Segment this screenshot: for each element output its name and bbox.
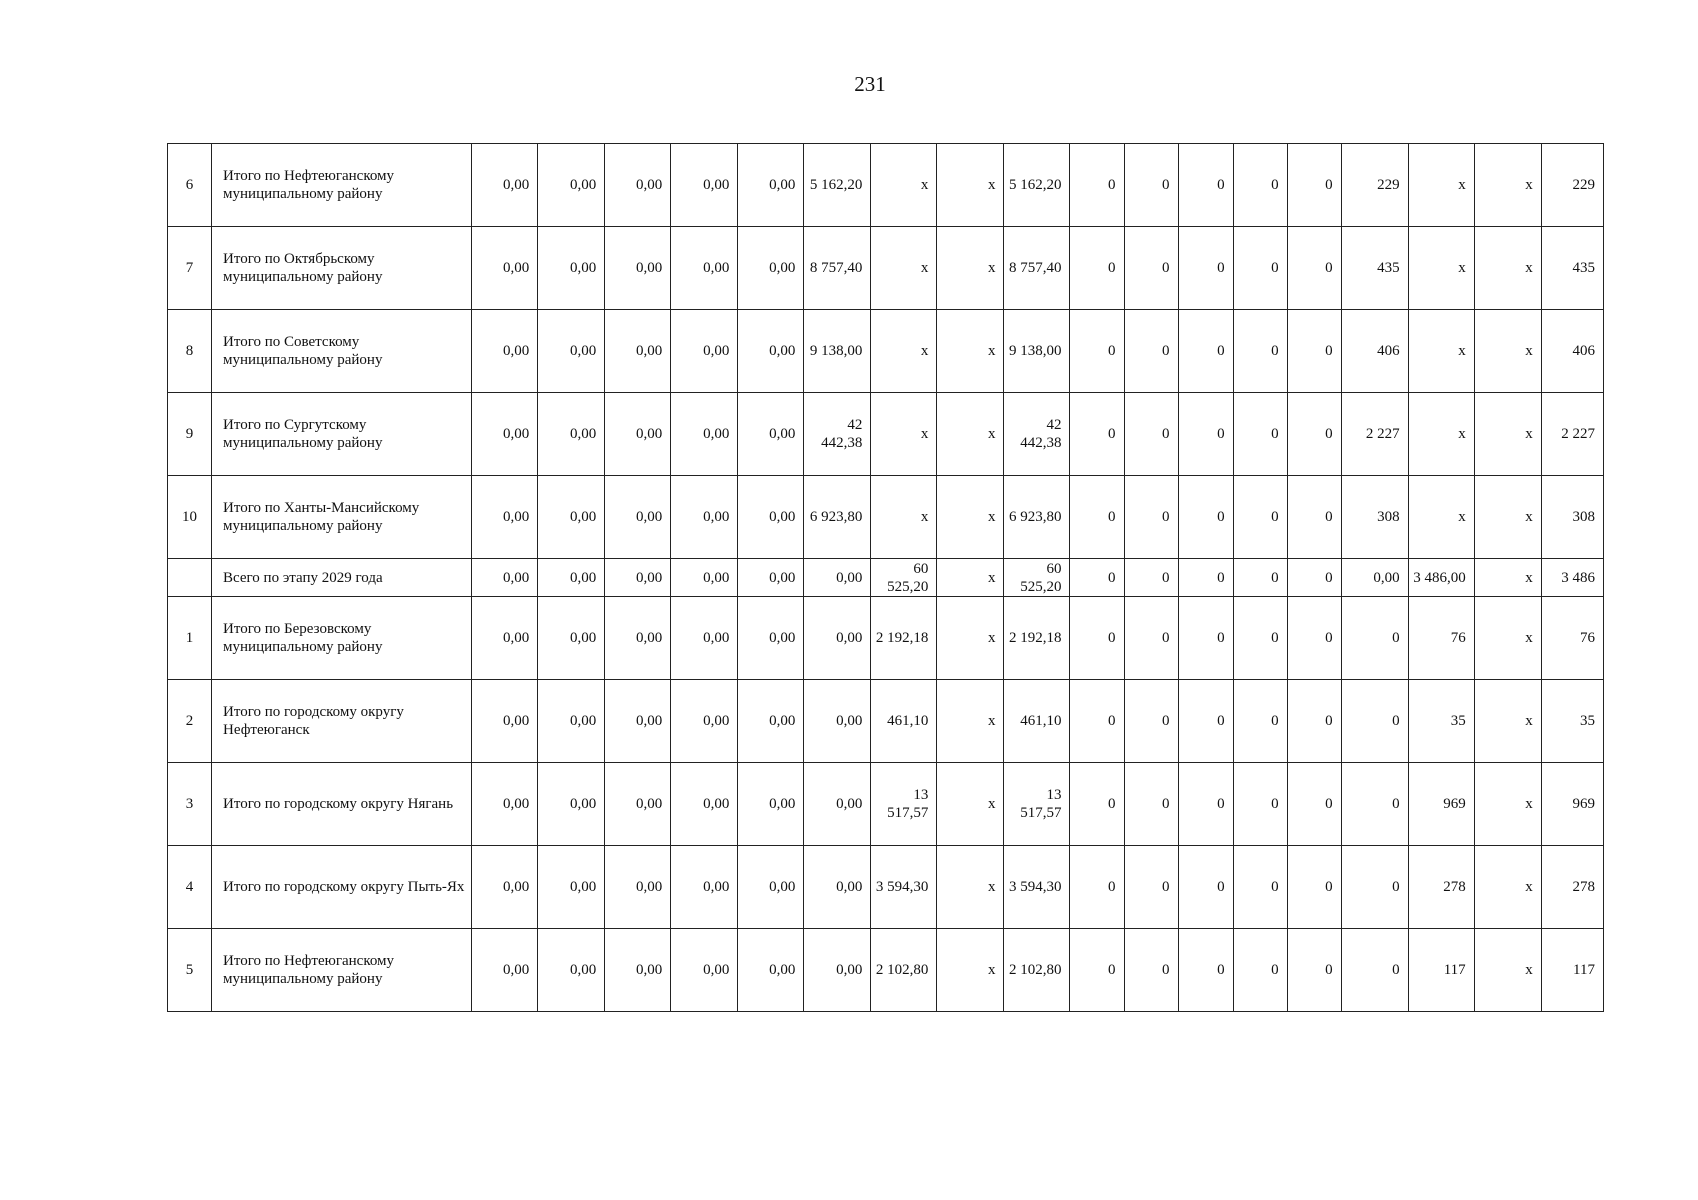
value-cell: 0,00: [671, 597, 738, 680]
value-cell: 2 102,80: [1004, 929, 1070, 1012]
value-cell: 0: [1178, 680, 1233, 763]
value-cell: 0: [1070, 476, 1124, 559]
value-cell: 0: [1233, 846, 1287, 929]
value-cell: 461,10: [1004, 680, 1070, 763]
value-cell: 0,00: [605, 559, 671, 597]
value-cell: 0,00: [538, 227, 605, 310]
value-cell: 278: [1408, 846, 1474, 929]
value-cell: 406: [1341, 310, 1408, 393]
value-cell: 2 102,80: [871, 929, 937, 1012]
value-cell: 0,00: [671, 310, 738, 393]
value-cell: 0: [1070, 144, 1124, 227]
value-cell: 0,00: [671, 559, 738, 597]
value-cell: 0,00: [605, 393, 671, 476]
value-cell: 0: [1233, 597, 1287, 680]
value-cell: 308: [1341, 476, 1408, 559]
value-cell: 0,00: [538, 846, 605, 929]
value-cell: 0,00: [605, 680, 671, 763]
row-name-cell: Итого по городскому округу Пыть-Ях: [212, 846, 472, 929]
value-cell: 8 757,40: [1004, 227, 1070, 310]
value-cell: 0,00: [1341, 559, 1408, 597]
value-cell: 0: [1287, 763, 1341, 846]
value-cell: 0: [1287, 929, 1341, 1012]
value-cell: 0: [1178, 846, 1233, 929]
value-cell: 0: [1070, 393, 1124, 476]
value-cell: 0,00: [671, 227, 738, 310]
value-cell: 461,10: [871, 680, 937, 763]
value-cell: 0: [1124, 763, 1178, 846]
value-cell: 0: [1178, 144, 1233, 227]
value-cell: 0: [1287, 680, 1341, 763]
row-name-cell: Итого по Ханты-Мансийскому муниципальному району: [212, 476, 472, 559]
value-cell: 6 923,80: [1004, 476, 1070, 559]
value-cell: 9 138,00: [804, 310, 871, 393]
value-cell: 0,00: [605, 144, 671, 227]
value-cell: 0,00: [671, 929, 738, 1012]
row-number-cell: 8: [168, 310, 212, 393]
value-cell: 0: [1178, 476, 1233, 559]
value-cell: x: [871, 393, 937, 476]
value-cell: 0: [1287, 310, 1341, 393]
value-cell: 0,00: [605, 846, 671, 929]
value-cell: 0,00: [738, 597, 804, 680]
table-row: [168, 310, 1604, 393]
row-name-cell: Итого по Нефтеюганскому муниципальному району: [212, 929, 472, 1012]
value-cell: 0,00: [605, 763, 671, 846]
value-cell: 0: [1124, 559, 1178, 597]
value-cell: 60 525,20: [871, 559, 937, 597]
value-cell: 0,00: [472, 680, 538, 763]
row-name-cell: Итого по Березовскому муниципальному району: [212, 597, 472, 680]
value-cell: 0,00: [804, 929, 871, 1012]
value-cell: 0,00: [472, 597, 538, 680]
value-cell: 0: [1287, 144, 1341, 227]
value-cell: 0: [1341, 597, 1408, 680]
value-cell: 308: [1541, 476, 1603, 559]
value-cell: 0,00: [472, 476, 538, 559]
value-cell: 0,00: [738, 310, 804, 393]
row-number-cell: 6: [168, 144, 212, 227]
value-cell: 3 486: [1541, 559, 1603, 597]
value-cell: x: [937, 310, 1004, 393]
value-cell: 0,00: [538, 763, 605, 846]
value-cell: 0: [1341, 680, 1408, 763]
value-cell: 0: [1341, 929, 1408, 1012]
value-cell: 0,00: [804, 680, 871, 763]
value-cell: x: [937, 763, 1004, 846]
value-cell: 0: [1070, 929, 1124, 1012]
value-cell: 0,00: [738, 680, 804, 763]
value-cell: 0: [1124, 476, 1178, 559]
value-cell: x: [1474, 144, 1541, 227]
value-cell: 0,00: [671, 763, 738, 846]
row-number-cell: 1: [168, 597, 212, 680]
value-cell: 0: [1178, 929, 1233, 1012]
value-cell: x: [937, 393, 1004, 476]
value-cell: 969: [1408, 763, 1474, 846]
value-cell: 0,00: [472, 310, 538, 393]
value-cell: 0: [1124, 393, 1178, 476]
value-cell: 0,00: [538, 310, 605, 393]
value-cell: 0: [1341, 763, 1408, 846]
row-number-cell: 9: [168, 393, 212, 476]
table-row: [168, 144, 1604, 227]
value-cell: 0: [1124, 597, 1178, 680]
value-cell: 0: [1233, 680, 1287, 763]
row-name-cell: Итого по Нефтеюганскому муниципальному району: [212, 144, 472, 227]
value-cell: 76: [1408, 597, 1474, 680]
value-cell: x: [871, 144, 937, 227]
value-cell: 3 594,30: [1004, 846, 1070, 929]
value-cell: 0,00: [605, 476, 671, 559]
value-cell: 0,00: [538, 680, 605, 763]
value-cell: 0: [1233, 393, 1287, 476]
value-cell: 0: [1178, 597, 1233, 680]
value-cell: 0: [1070, 227, 1124, 310]
value-cell: 13 517,57: [871, 763, 937, 846]
value-cell: 0: [1070, 846, 1124, 929]
table-row: [168, 476, 1604, 559]
value-cell: 0: [1233, 144, 1287, 227]
value-cell: 42 442,38: [1004, 393, 1070, 476]
value-cell: x: [937, 476, 1004, 559]
row-number-cell: [168, 559, 212, 597]
value-cell: 0: [1124, 144, 1178, 227]
value-cell: 0,00: [738, 559, 804, 597]
value-cell: 0,00: [605, 310, 671, 393]
value-cell: 0,00: [738, 144, 804, 227]
row-number-cell: 4: [168, 846, 212, 929]
value-cell: 0,00: [472, 227, 538, 310]
value-cell: x: [1474, 846, 1541, 929]
value-cell: 0,00: [804, 559, 871, 597]
value-cell: 0: [1233, 310, 1287, 393]
page-number: 231: [854, 72, 886, 96]
value-cell: 2 192,18: [871, 597, 937, 680]
value-cell: 0,00: [738, 476, 804, 559]
value-cell: 117: [1541, 929, 1603, 1012]
value-cell: 0,00: [671, 846, 738, 929]
value-cell: 435: [1341, 227, 1408, 310]
value-cell: 0: [1233, 227, 1287, 310]
value-cell: 5 162,20: [1004, 144, 1070, 227]
value-cell: 2 227: [1541, 393, 1603, 476]
value-cell: 0,00: [538, 559, 605, 597]
value-cell: x: [1474, 310, 1541, 393]
value-cell: 0,00: [738, 846, 804, 929]
value-cell: x: [1408, 227, 1474, 310]
value-cell: x: [871, 227, 937, 310]
value-cell: 0: [1287, 597, 1341, 680]
value-cell: x: [1474, 680, 1541, 763]
value-cell: 117: [1408, 929, 1474, 1012]
value-cell: 0: [1124, 929, 1178, 1012]
value-cell: x: [1474, 227, 1541, 310]
value-cell: 0: [1124, 310, 1178, 393]
value-cell: x: [937, 144, 1004, 227]
value-cell: x: [937, 597, 1004, 680]
value-cell: x: [1408, 144, 1474, 227]
value-cell: x: [1408, 476, 1474, 559]
value-cell: 0,00: [605, 597, 671, 680]
value-cell: 0,00: [738, 763, 804, 846]
value-cell: x: [1474, 929, 1541, 1012]
value-cell: 0: [1070, 310, 1124, 393]
value-cell: 0,00: [472, 559, 538, 597]
value-cell: 0: [1124, 846, 1178, 929]
value-cell: 0: [1178, 393, 1233, 476]
table-row: [168, 846, 1604, 929]
value-cell: 0,00: [671, 144, 738, 227]
value-cell: 229: [1341, 144, 1408, 227]
value-cell: 0: [1287, 476, 1341, 559]
value-cell: x: [937, 680, 1004, 763]
value-cell: 13 517,57: [1004, 763, 1070, 846]
row-name-cell: Итого по городскому округу Нягань: [212, 763, 472, 846]
value-cell: 0,00: [671, 680, 738, 763]
row-number-cell: 7: [168, 227, 212, 310]
value-cell: 0,00: [538, 476, 605, 559]
value-cell: 0,00: [605, 929, 671, 1012]
value-cell: x: [937, 559, 1004, 597]
value-cell: 0,00: [472, 846, 538, 929]
value-cell: 0: [1233, 763, 1287, 846]
value-cell: 2 227: [1341, 393, 1408, 476]
value-cell: x: [937, 227, 1004, 310]
value-cell: x: [1474, 597, 1541, 680]
value-cell: 0: [1124, 227, 1178, 310]
value-cell: 406: [1541, 310, 1603, 393]
value-cell: 0: [1287, 559, 1341, 597]
value-cell: 0: [1341, 846, 1408, 929]
value-cell: 0: [1178, 559, 1233, 597]
value-cell: 0: [1070, 680, 1124, 763]
table-row: [168, 680, 1604, 763]
value-cell: 0,00: [738, 929, 804, 1012]
row-name-cell: Итого по Сургутскому муниципальному району: [212, 393, 472, 476]
value-cell: 0,00: [538, 393, 605, 476]
value-cell: 0,00: [538, 144, 605, 227]
value-cell: 0: [1178, 310, 1233, 393]
table-row: [168, 227, 1604, 310]
row-name-cell: Итого по городскому округу Нефтеюганск: [212, 680, 472, 763]
value-cell: 0,00: [804, 597, 871, 680]
value-cell: 0: [1178, 227, 1233, 310]
table-row: [168, 929, 1604, 1012]
table-row: [168, 763, 1604, 846]
value-cell: 0: [1233, 476, 1287, 559]
row-number-cell: 5: [168, 929, 212, 1012]
value-cell: 229: [1541, 144, 1603, 227]
table-row: [168, 597, 1604, 680]
value-cell: 0,00: [738, 227, 804, 310]
report-table: [167, 143, 1604, 1012]
value-cell: x: [937, 846, 1004, 929]
row-number-cell: 10: [168, 476, 212, 559]
value-cell: 3 594,30: [871, 846, 937, 929]
value-cell: 0,00: [472, 144, 538, 227]
value-cell: 76: [1541, 597, 1603, 680]
value-cell: 0: [1070, 559, 1124, 597]
value-cell: 35: [1408, 680, 1474, 763]
row-number-cell: 2: [168, 680, 212, 763]
value-cell: 0,00: [472, 929, 538, 1012]
value-cell: 0,00: [538, 597, 605, 680]
value-cell: 435: [1541, 227, 1603, 310]
value-cell: 0,00: [804, 846, 871, 929]
value-cell: 6 923,80: [804, 476, 871, 559]
value-cell: 0: [1070, 763, 1124, 846]
value-cell: 0: [1070, 597, 1124, 680]
value-cell: x: [1408, 310, 1474, 393]
value-cell: 969: [1541, 763, 1603, 846]
value-cell: 2 192,18: [1004, 597, 1070, 680]
value-cell: 0: [1287, 846, 1341, 929]
row-name-cell: Всего по этапу 2029 года: [212, 559, 472, 597]
value-cell: x: [1408, 393, 1474, 476]
value-cell: x: [937, 929, 1004, 1012]
value-cell: 35: [1541, 680, 1603, 763]
value-cell: x: [1474, 476, 1541, 559]
value-cell: x: [871, 476, 937, 559]
table-row: [168, 559, 1604, 597]
value-cell: x: [871, 310, 937, 393]
value-cell: 0,00: [738, 393, 804, 476]
value-cell: 0,00: [538, 929, 605, 1012]
value-cell: 0,00: [671, 393, 738, 476]
value-cell: 0,00: [472, 393, 538, 476]
value-cell: 0,00: [472, 763, 538, 846]
value-cell: x: [1474, 559, 1541, 597]
table-row: [168, 393, 1604, 476]
row-number-cell: 3: [168, 763, 212, 846]
value-cell: 9 138,00: [1004, 310, 1070, 393]
value-cell: 0,00: [671, 476, 738, 559]
value-cell: 0: [1233, 929, 1287, 1012]
value-cell: 0: [1287, 227, 1341, 310]
value-cell: 0: [1124, 680, 1178, 763]
value-cell: 60 525,20: [1004, 559, 1070, 597]
value-cell: 278: [1541, 846, 1603, 929]
value-cell: 3 486,00: [1408, 559, 1474, 597]
value-cell: 0: [1233, 559, 1287, 597]
value-cell: 0: [1287, 393, 1341, 476]
value-cell: 8 757,40: [804, 227, 871, 310]
value-cell: 0: [1178, 763, 1233, 846]
row-name-cell: Итого по Октябрьскому муниципальному району: [212, 227, 472, 310]
value-cell: x: [1474, 763, 1541, 846]
value-cell: x: [1474, 393, 1541, 476]
value-cell: 0,00: [804, 763, 871, 846]
value-cell: 42 442,38: [804, 393, 871, 476]
value-cell: 5 162,20: [804, 144, 871, 227]
row-name-cell: Итого по Советскому муниципальному району: [212, 310, 472, 393]
value-cell: 0,00: [605, 227, 671, 310]
